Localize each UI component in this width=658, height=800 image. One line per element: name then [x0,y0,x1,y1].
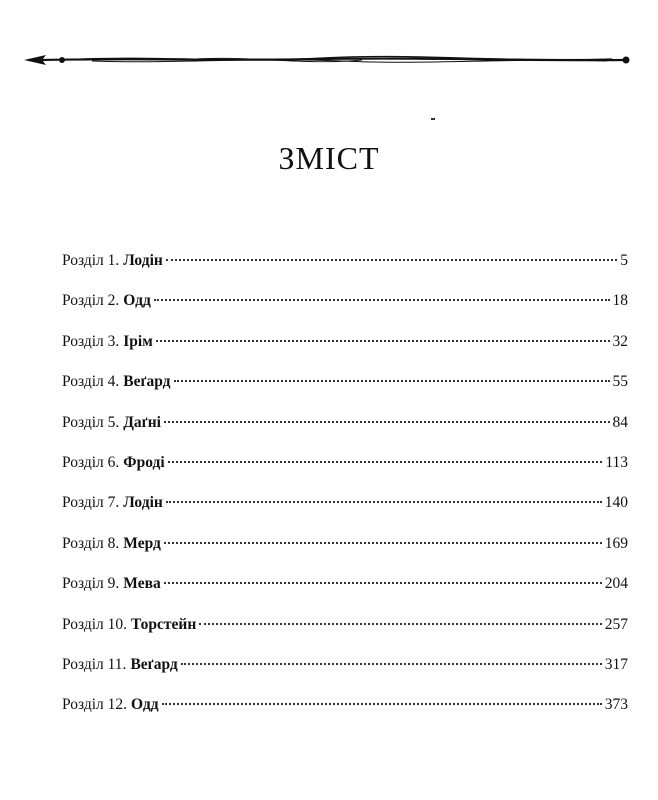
chapter-prefix: Розділ 8. [62,534,120,552]
chapter-name: Фроді [123,453,165,471]
chapter-prefix: Розділ 12. [62,696,128,714]
toc-entry [62,289,628,329]
dot-leader [166,501,602,503]
page-number: 317 [604,655,628,673]
chapter-prefix: Розділ 2. [62,292,120,310]
chapter-prefix: Розділ 9. [62,575,120,593]
page-number: 373 [604,696,628,714]
toc-entry [62,572,628,612]
dot-leader [174,380,610,382]
chapter-prefix: Розділ 10. [62,615,128,633]
dot-leader [164,421,610,423]
chapter-name: Веґард [123,373,171,391]
toc-entry [62,249,628,289]
chapter-name: Лодін [123,252,163,269]
dot-leader [164,542,602,544]
chapter-name: Лодін [123,494,163,512]
dot-leader [181,663,602,665]
chapter-name: Торстейн [131,615,197,633]
chapter-prefix: Розділ 3. [62,332,120,350]
page-number: 5 [620,252,628,269]
page-number: 140 [604,494,628,512]
page-number: 32 [612,332,628,350]
toc-entry [62,370,628,410]
chapter-prefix: Розділ 5. [62,413,120,431]
toc-entry [62,330,628,370]
chapter-name: Одд [131,696,159,714]
toc-entry [62,653,628,693]
page-number: 204 [604,575,628,593]
chapter-prefix: Розділ 11. [62,655,127,673]
chapter-prefix: Розділ 1. [62,252,120,269]
table-of-contents [62,249,628,734]
chapter-prefix: Розділ 7. [62,494,120,512]
chapter-name: Ірім [123,332,153,350]
chapter-name: Мева [123,575,161,593]
chapter-prefix: Розділ 4. [62,373,120,391]
chapter-name: Даґні [123,413,161,431]
page-number: 18 [612,292,628,310]
page-number: 55 [612,373,628,391]
toc-entry [62,411,628,451]
dot-leader [154,299,610,301]
toc-entry [62,451,628,491]
print-speck [431,118,435,120]
dot-leader [164,582,602,584]
page-number: 113 [605,453,628,471]
dot-leader [199,623,601,625]
chapter-prefix: Розділ 6. [62,453,120,471]
dot-leader [166,259,617,261]
dot-leader [162,703,602,705]
page-number: 84 [612,413,628,431]
toc-entry [62,693,628,733]
page-number: 257 [604,615,628,633]
chapter-name: Мерд [123,534,161,552]
decorative-divider [22,48,636,72]
toc-entry [62,491,628,531]
page-title: ЗМІСТ [278,140,380,176]
page-number: 169 [604,534,628,552]
toc-entry [62,532,628,572]
chapter-name: Одд [123,292,151,310]
dot-leader [156,340,610,342]
dot-leader [168,461,603,463]
chapter-name: Веґард [130,655,178,673]
toc-entry [62,613,628,653]
